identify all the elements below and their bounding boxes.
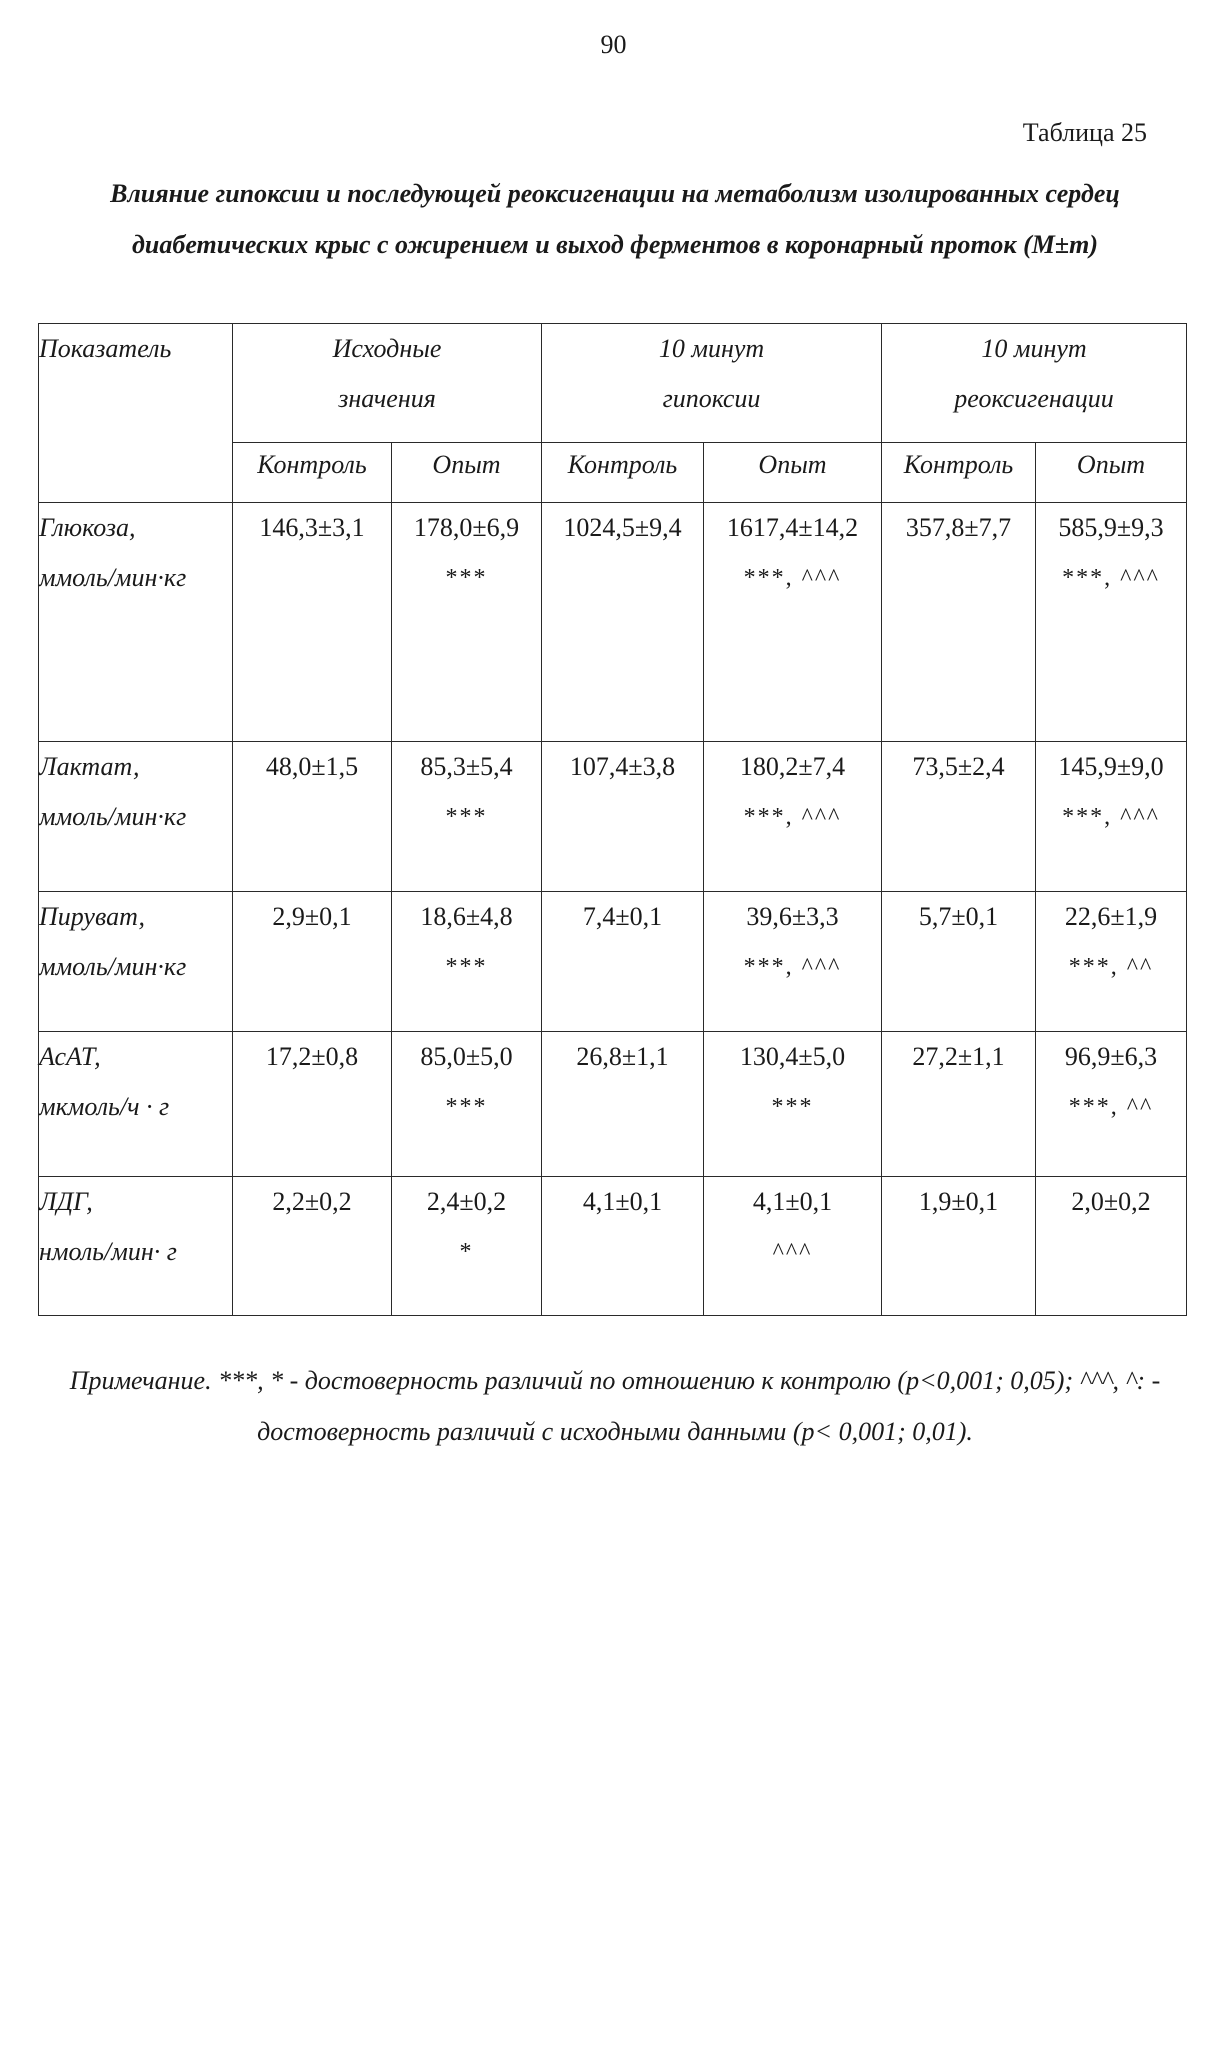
table-label: Таблица 25 <box>1022 118 1147 147</box>
value-text: 73,5±2,4 <box>912 751 1005 781</box>
value-cell <box>542 502 704 741</box>
value-cell <box>704 1177 882 1316</box>
value-text: 85,3±5,4 <box>420 751 513 781</box>
value-text: 39,6±3,3 <box>746 902 839 932</box>
value-text: 26,8±1,1 <box>576 1042 669 1072</box>
value-text: 22,6±1,9 <box>1064 902 1158 932</box>
table-body <box>39 502 1187 1315</box>
table-title: Влияние гипоксии и последующей реоксигенации на метаболизм изолированных сердец диабетических крыс с ожирением и выход ферментов в коронарный проток (M±m) <box>110 179 1120 259</box>
value-text: 2,9±0,1 <box>272 902 352 932</box>
significance-marker: ***, ^^ <box>1068 1094 1154 1121</box>
value-cell <box>233 502 392 741</box>
significance-marker: ***, ^^^ <box>1062 564 1160 591</box>
subheader-control: Контроль <box>882 442 1036 502</box>
significance-marker: ***, ^^^ <box>743 564 842 591</box>
value-text: 5,7±0,1 <box>918 902 999 932</box>
value-text: 85,0±5,0 <box>420 1042 513 1072</box>
value-cell <box>1036 502 1187 741</box>
value-text: 48,0±1,5 <box>265 751 359 781</box>
indicator-unit: ммоль/мин·кг <box>39 952 187 982</box>
value-text: 107,4±3,8 <box>569 751 676 781</box>
value-cell <box>1036 1177 1187 1316</box>
value-cell <box>392 741 542 892</box>
indicator-name: Глюкоза, <box>39 512 136 542</box>
value-text: 4,1±0,1 <box>752 1187 833 1217</box>
value-cell <box>882 1177 1036 1316</box>
significance-marker: ***, ^^^ <box>743 803 842 830</box>
value-text: 585,9±9,3 <box>1058 512 1164 542</box>
table-row <box>39 1032 1187 1177</box>
header-group-baseline-line2: значения <box>338 384 436 413</box>
value-text: 7,4±0,1 <box>582 902 663 932</box>
significance-marker: ***, ^^^ <box>743 954 842 981</box>
value-cell <box>542 1177 704 1316</box>
value-cell <box>704 741 882 892</box>
value-cell <box>392 1177 542 1316</box>
value-text: 130,4±5,0 <box>739 1042 846 1072</box>
value-text: 2,2±0,2 <box>272 1187 352 1217</box>
results-table <box>38 323 1187 1316</box>
value-cell <box>882 892 1036 1032</box>
table-row <box>39 892 1187 1032</box>
value-cell <box>1036 741 1187 892</box>
significance-marker: ^^^ <box>772 1239 813 1266</box>
indicator-unit: ммоль/мин·кг <box>39 801 187 831</box>
value-cell <box>704 1032 882 1177</box>
header-group-hypoxia-line2: гипоксии <box>662 384 761 413</box>
indicator-unit: мкмоль/ч · г <box>39 1092 170 1122</box>
value-cell <box>233 1032 392 1177</box>
significance-marker: ***, ^^ <box>1068 954 1154 981</box>
value-cell <box>1036 892 1187 1032</box>
table-row <box>39 502 1187 741</box>
indicator-cell <box>39 741 233 892</box>
value-text: 2,0±0,2 <box>1071 1187 1151 1217</box>
value-cell <box>1036 1032 1187 1177</box>
value-text: 27,2±1,1 <box>912 1042 1005 1072</box>
value-cell <box>882 1032 1036 1177</box>
indicator-cell <box>39 892 233 1032</box>
header-group-baseline-line1: Исходные <box>332 334 442 363</box>
value-text: 17,2±0,8 <box>265 1042 359 1072</box>
header-group-reoxygenation-line2: реоксигенации <box>954 384 1114 413</box>
value-cell <box>882 502 1036 741</box>
indicator-cell <box>39 1177 233 1316</box>
significance-marker: * <box>459 1239 474 1266</box>
value-text: 1024,5±9,4 <box>563 512 682 542</box>
significance-marker: *** <box>445 1094 488 1121</box>
indicator-name: АсАТ, <box>39 1042 101 1072</box>
value-cell <box>233 741 392 892</box>
indicator-unit: нмоль/мин· г <box>39 1237 177 1267</box>
header-group-hypoxia-line1: 10 минут <box>658 334 765 363</box>
value-cell <box>233 1177 392 1316</box>
value-cell <box>704 892 882 1032</box>
value-text: 145,9±9,0 <box>1058 751 1164 781</box>
significance-marker: ***, ^^^ <box>1062 803 1160 830</box>
indicator-cell <box>39 1032 233 1177</box>
page-number: 90 <box>600 30 627 59</box>
table-row <box>39 741 1187 892</box>
value-text: 178,0±6,9 <box>413 512 520 542</box>
significance-marker: *** <box>445 564 488 591</box>
value-text: 180,2±7,4 <box>739 751 846 781</box>
value-text: 2,4±0,2 <box>426 1187 507 1217</box>
subheader-experiment: Опыт <box>1036 442 1187 502</box>
table-row <box>39 1177 1187 1316</box>
value-cell <box>542 741 704 892</box>
subheader-control: Контроль <box>542 442 704 502</box>
value-text: 357,8±7,7 <box>905 512 1012 542</box>
value-cell <box>392 892 542 1032</box>
value-text: 146,3±3,1 <box>259 512 365 542</box>
indicator-name: ЛДГ, <box>39 1187 93 1217</box>
value-text: 96,9±6,3 <box>1064 1042 1158 1072</box>
subheader-experiment: Опыт <box>704 442 882 502</box>
header-group-reoxygenation-line1: 10 минут <box>981 334 1087 363</box>
value-cell <box>542 892 704 1032</box>
header-group-baseline <box>233 324 542 443</box>
value-text: 4,1±0,1 <box>582 1187 663 1217</box>
value-text: 1617,4±14,2 <box>726 512 859 542</box>
header-group-reoxygenation <box>882 324 1187 443</box>
value-text: 1,9±0,1 <box>918 1187 999 1217</box>
header-indicator: Показатель <box>39 324 233 503</box>
value-cell <box>704 502 882 741</box>
significance-marker: *** <box>445 803 488 830</box>
significance-marker: *** <box>445 954 488 981</box>
value-cell <box>233 892 392 1032</box>
indicator-unit: ммоль/мин·кг <box>39 562 187 592</box>
subheader-experiment: Опыт <box>392 442 542 502</box>
subheader-control: Контроль <box>233 442 392 502</box>
indicator-name: Пируват, <box>39 902 146 932</box>
value-cell <box>542 1032 704 1177</box>
value-cell <box>392 1032 542 1177</box>
significance-marker: *** <box>771 1094 814 1121</box>
value-cell <box>392 502 542 741</box>
indicator-cell <box>39 502 233 741</box>
header-group-hypoxia <box>542 324 882 443</box>
indicator-name: Лактат, <box>39 751 140 781</box>
value-text: 18,6±4,8 <box>420 902 513 932</box>
table-note: Примечание. ***, * - достоверность различий по отношению к контролю (p<0,001; 0,05); ^^^, ^: - достоверность различий с исходными данными (p< 0,001; 0,01). <box>69 1366 1161 1446</box>
value-cell <box>882 741 1036 892</box>
